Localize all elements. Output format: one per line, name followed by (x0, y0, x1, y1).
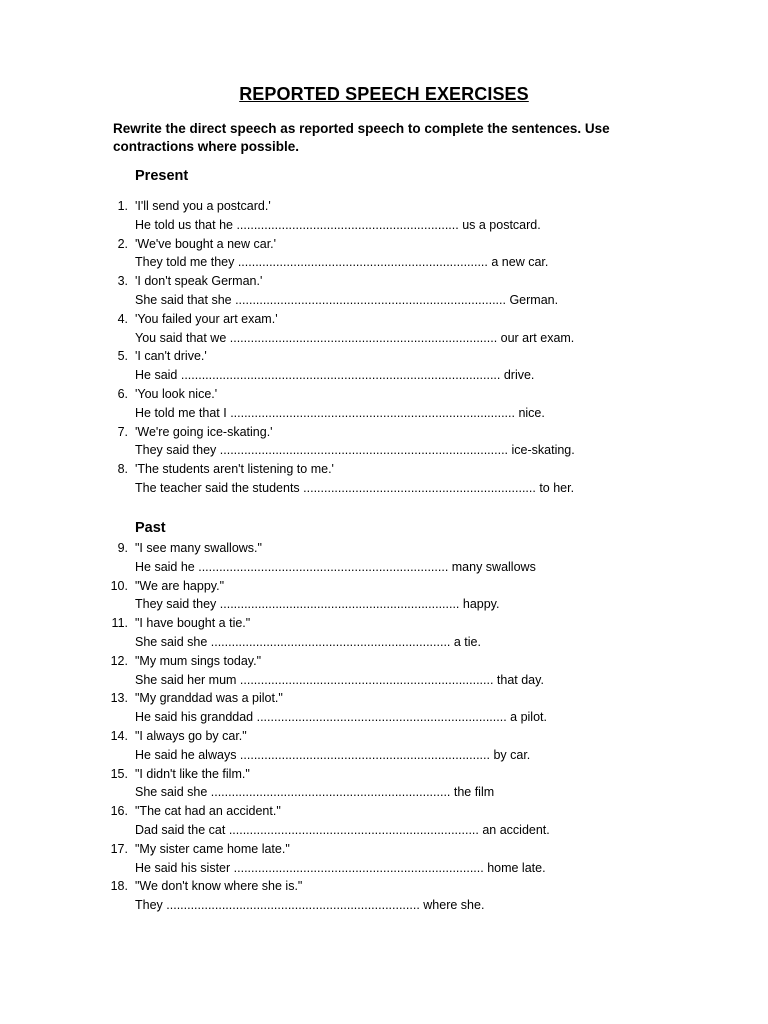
sentence-start: They told me they (135, 255, 235, 270)
sentence-end: home late. (487, 860, 546, 875)
reported-speech-line (135, 821, 550, 840)
answer-blank: ........................................................................ (194, 559, 452, 574)
exercise-item (0, 652, 768, 690)
item-number: 16. (110, 804, 128, 819)
reported-speech-line (135, 896, 484, 915)
item-number: 17. (110, 841, 128, 856)
answer-blank: ..................................................................... (216, 597, 463, 612)
exercise-item (0, 272, 768, 310)
direct-speech: 'I can't drive.' (135, 349, 207, 364)
exercise-list-past (0, 539, 768, 915)
item-number: 7. (117, 424, 128, 439)
exercise-item (0, 840, 768, 878)
reported-speech-line (135, 633, 481, 652)
sentence-end: drive. (503, 368, 535, 383)
sentence-end: German. (509, 292, 559, 307)
answer-blank: ................................................................... (299, 480, 540, 495)
sentence-end: a pilot. (510, 710, 547, 725)
sentence-start: She said her mum (135, 672, 237, 687)
direct-speech: "I always go by car." (135, 728, 247, 743)
answer-blank: .................................................................................. (226, 405, 519, 420)
exercise-item (0, 197, 768, 235)
reported-speech-line (135, 291, 558, 310)
sentence-start: The teacher said the students (135, 480, 300, 495)
instructions: Rewrite the direct speech as reported speech to complete the sentences. Use contractions where possible. (113, 121, 610, 154)
sentence-start: You said that we (135, 330, 227, 345)
sentence-start: He said (135, 368, 178, 383)
direct-speech: "My mum sings today." (135, 653, 262, 668)
sentence-start: He said he (135, 559, 195, 574)
sentence-end: happy. (462, 597, 500, 612)
sentence-start: He said his granddad (135, 710, 254, 725)
reported-speech-line (135, 859, 546, 878)
reported-speech-line (135, 783, 494, 802)
answer-blank: ......................................................................... (162, 898, 424, 913)
answer-blank: ..................................................................... (207, 785, 454, 800)
reported-speech-line (135, 479, 574, 498)
sentence-end: where she. (423, 898, 485, 913)
item-number: 14. (110, 728, 128, 743)
exercise-item (0, 765, 768, 803)
answer-blank: ......................................................................... (236, 672, 497, 687)
sentence-end: nice. (518, 405, 545, 420)
reported-speech-line (135, 366, 534, 385)
page-title: REPORTED SPEECH EXERCISES (239, 84, 529, 104)
item-number: 1. (117, 199, 128, 213)
item-number: 12. (110, 653, 128, 668)
sentence-end: the film (453, 785, 495, 800)
reported-speech-line (135, 329, 574, 348)
answer-blank: ................................................................ (232, 217, 463, 232)
direct-speech: "I see many swallows." (135, 541, 262, 555)
answer-blank: ............................................................................. (226, 330, 501, 345)
item-number: 2. (117, 236, 128, 251)
sentence-start: Dad said the cat (135, 822, 226, 837)
exercise-item (0, 423, 768, 461)
section-heading-present: Present (135, 168, 189, 184)
exercise-item (0, 727, 768, 765)
sentence-start: He said he always (135, 747, 237, 762)
direct-speech: 'You look nice.' (135, 386, 218, 401)
sentence-start: She said she (135, 785, 208, 800)
exercise-item (0, 614, 768, 652)
exercise-item (0, 877, 768, 915)
direct-speech: "I didn't like the film." (135, 766, 250, 781)
direct-speech: "We don't know where she is." (135, 879, 303, 894)
answer-blank: ..................................................................... (207, 634, 454, 649)
reported-speech-line (135, 671, 544, 690)
exercise-item (0, 347, 768, 385)
reported-speech-line (135, 595, 499, 614)
item-number: 3. (117, 274, 128, 289)
sentence-end: ice-skating. (511, 443, 575, 458)
reported-speech-line (135, 441, 575, 460)
sentence-start: They said they (135, 597, 217, 612)
exercise-item (0, 577, 768, 615)
direct-speech: "I have bought a tie." (135, 616, 251, 631)
sentence-end: an accident. (482, 822, 550, 837)
sentence-end: us a postcard. (462, 217, 541, 232)
answer-blank: ................................................................................... (216, 443, 512, 458)
answer-blank: ........................................................................ (234, 255, 492, 270)
exercise-item (0, 539, 768, 577)
sentence-end: our art exam. (500, 330, 575, 345)
answer-blank: .............................................................................. (231, 292, 510, 307)
sentence-end: to her. (539, 480, 575, 495)
sentence-end: by car. (493, 747, 531, 762)
exercise-item (0, 689, 768, 727)
sentence-start: They (135, 898, 163, 913)
sentence-end: a tie. (453, 634, 481, 649)
sentence-start: He told us that he (135, 217, 233, 232)
sentence-end: that day. (496, 672, 544, 687)
direct-speech: 'We've bought a new car.' (135, 236, 277, 251)
direct-speech: 'I'll send you a postcard.' (135, 199, 271, 213)
exercise-item (0, 385, 768, 423)
reported-speech-line (135, 708, 547, 727)
reported-speech-line (135, 746, 530, 765)
exercise-item (0, 802, 768, 840)
sentence-start: She said she (135, 634, 208, 649)
exercise-item (0, 460, 768, 498)
exercise-item (0, 235, 768, 273)
item-number: 9. (117, 541, 128, 555)
item-number: 15. (110, 766, 128, 781)
reported-speech-line (135, 404, 545, 423)
reported-speech-line (135, 216, 541, 235)
exercise-list-present (0, 197, 768, 498)
sentence-start: He told me that I (135, 405, 227, 420)
answer-blank: ........................................................................ (253, 710, 511, 725)
item-number: 8. (117, 462, 128, 477)
item-number: 11. (111, 616, 128, 631)
direct-speech: "We are happy." (135, 578, 225, 593)
answer-blank: ........................................................................ (236, 747, 494, 762)
direct-speech: "My sister came home late." (135, 841, 290, 856)
answer-blank: ........................................................................ (230, 860, 488, 875)
item-number: 4. (117, 311, 128, 326)
direct-speech: 'The students aren't listening to me.' (135, 462, 334, 477)
reported-speech-line (135, 558, 536, 577)
sentence-end: many swallows (451, 559, 536, 574)
item-number: 5. (117, 349, 128, 364)
direct-speech: "The cat had an accident." (135, 804, 281, 819)
section-heading-past: Past (135, 520, 166, 536)
direct-speech: "My granddad was a pilot." (135, 691, 283, 706)
sentence-start: He said his sister (135, 860, 231, 875)
item-number: 6. (117, 386, 128, 401)
reported-speech-line (135, 253, 548, 272)
item-number: 13. (110, 691, 128, 706)
sentence-start: They said they (135, 443, 217, 458)
item-number: 18. (110, 879, 128, 894)
direct-speech: 'You failed your art exam.' (135, 311, 278, 326)
item-number: 10. (110, 578, 128, 593)
sentence-start: She said that she (135, 292, 232, 307)
answer-blank: ........................................................................ (225, 822, 483, 837)
exercise-item (0, 310, 768, 348)
direct-speech: 'I don't speak German.' (135, 274, 263, 289)
answer-blank: ............................................................................................ (177, 368, 504, 383)
direct-speech: 'We're going ice-skating.' (135, 424, 273, 439)
sentence-end: a new car. (491, 255, 549, 270)
